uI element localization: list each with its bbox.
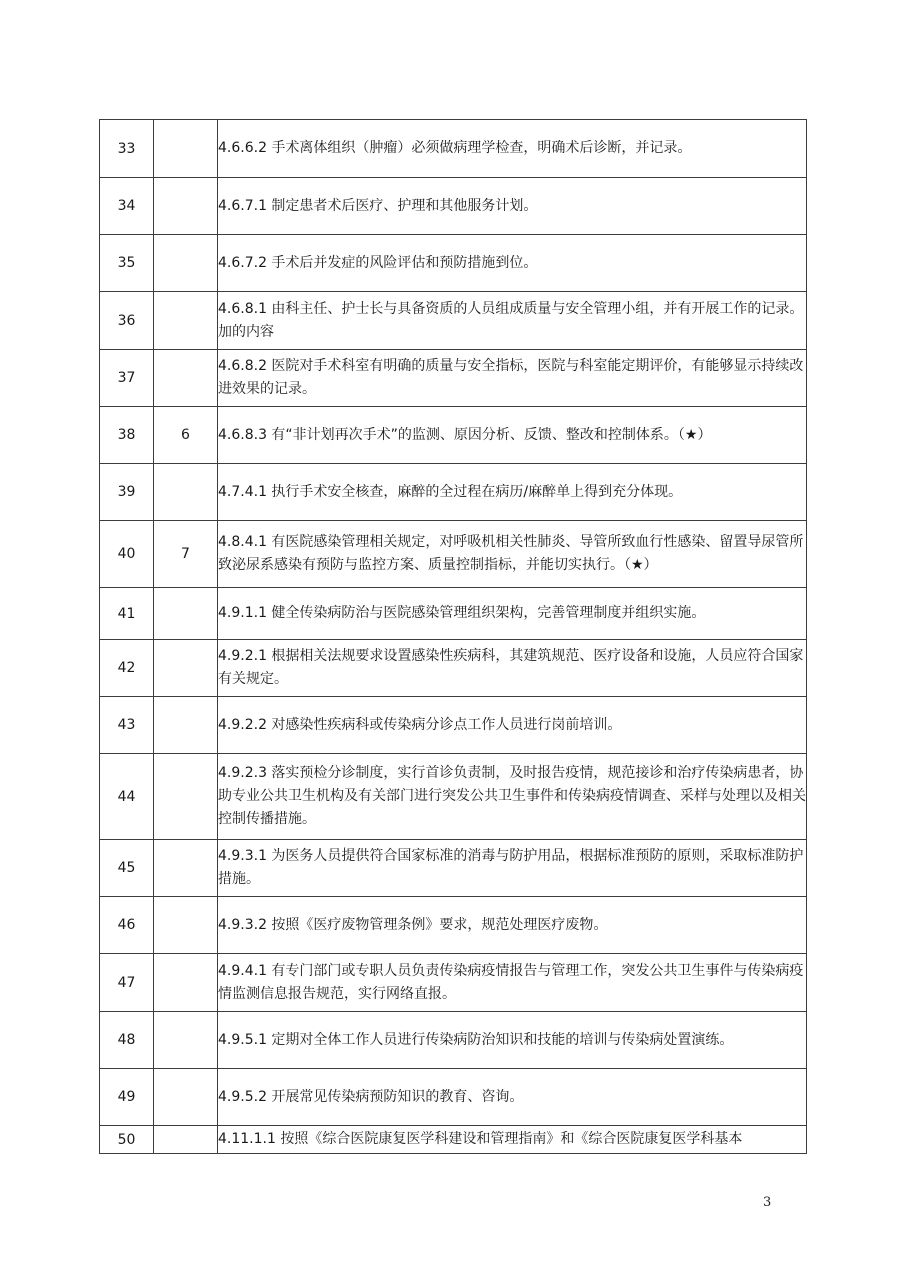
row-text: 4.9.3.1 为医务人员提供符合国家标准的消毒与防护用品，根据标准预防的原则，采取标准防护措施。 bbox=[218, 840, 807, 897]
row-number: 40 bbox=[100, 521, 154, 588]
table-row bbox=[100, 407, 807, 464]
row-number: 44 bbox=[100, 754, 154, 840]
table-row bbox=[100, 588, 807, 640]
table-row bbox=[100, 464, 807, 521]
row-text: 4.6.8.2 医院对手术科室有明确的质量与安全指标，医院与科室能定期评价，有能够显示持续改进效果的记录。 bbox=[218, 350, 807, 407]
row-text: 4.9.1.1 健全传染病防治与医院感染管理组织架构，完善管理制度并组织实施。 bbox=[218, 588, 807, 640]
row-number: 36 bbox=[100, 292, 154, 350]
table-row bbox=[100, 120, 807, 178]
table-row bbox=[100, 350, 807, 407]
row-number: 33 bbox=[100, 120, 154, 178]
table-row bbox=[100, 292, 807, 350]
table-body bbox=[100, 120, 807, 1154]
row-text: 4.6.8.1 由科主任、护士长与具备资质的人员组成质量与安全管理小组，并有开展工作的记录。加的内容 bbox=[218, 292, 807, 350]
row-category bbox=[154, 697, 218, 754]
standards-table bbox=[99, 119, 807, 1154]
row-number: 47 bbox=[100, 954, 154, 1012]
row-number: 35 bbox=[100, 235, 154, 292]
table-row bbox=[100, 840, 807, 897]
row-number: 43 bbox=[100, 697, 154, 754]
row-category: 7 bbox=[154, 521, 218, 588]
table-row bbox=[100, 1069, 807, 1126]
row-number: 34 bbox=[100, 178, 154, 235]
row-category bbox=[154, 1012, 218, 1069]
row-category bbox=[154, 350, 218, 407]
row-category bbox=[154, 235, 218, 292]
row-text: 4.6.8.3 有“非计划再次手术”的监测、原因分析、反馈、整改和控制体系。（★） bbox=[218, 407, 807, 464]
row-text: 4.9.2.3 落实预检分诊制度，实行首诊负责制，及时报告疫情，规范接诊和治疗传染病患者，协助专业公共卫生机构及有关部门进行突发公共卫生事件和传染病疫情调查、采样与处理以及相关控制传播措施。 bbox=[218, 754, 807, 840]
row-category bbox=[154, 897, 218, 954]
table-row bbox=[100, 754, 807, 840]
row-text: 4.11.1.1 按照《综合医院康复医学科建设和管理指南》和《综合医院康复医学科基本 bbox=[218, 1126, 807, 1154]
row-text: 4.6.6.2 手术离体组织（肿瘤）必须做病理学检查，明确术后诊断，并记录。 bbox=[218, 120, 807, 178]
row-number: 49 bbox=[100, 1069, 154, 1126]
row-number: 46 bbox=[100, 897, 154, 954]
row-number: 41 bbox=[100, 588, 154, 640]
row-text: 4.9.2.2 对感染性疾病科或传染病分诊点工作人员进行岗前培训。 bbox=[218, 697, 807, 754]
row-category: 6 bbox=[154, 407, 218, 464]
row-text: 4.9.4.1 有专门部门或专职人员负责传染病疫情报告与管理工作，突发公共卫生事件与传染病疫情监测信息报告规范，实行网络直报。 bbox=[218, 954, 807, 1012]
table-row bbox=[100, 897, 807, 954]
row-number: 42 bbox=[100, 640, 154, 697]
row-text: 4.6.7.1 制定患者术后医疗、护理和其他服务计划。 bbox=[218, 178, 807, 235]
row-number: 48 bbox=[100, 1012, 154, 1069]
row-number: 38 bbox=[100, 407, 154, 464]
table-row bbox=[100, 1012, 807, 1069]
row-category bbox=[154, 292, 218, 350]
row-number: 37 bbox=[100, 350, 154, 407]
row-text: 4.7.4.1 执行手术安全核查，麻醉的全过程在病历/麻醉单上得到充分体现。 bbox=[218, 464, 807, 521]
row-category bbox=[154, 178, 218, 235]
table-row bbox=[100, 178, 807, 235]
row-text: 4.9.5.2 开展常见传染病预防知识的教育、咨询。 bbox=[218, 1069, 807, 1126]
row-text: 4.9.5.1 定期对全体工作人员进行传染病防治知识和技能的培训与传染病处置演练。 bbox=[218, 1012, 807, 1069]
row-category bbox=[154, 754, 218, 840]
table-row bbox=[100, 521, 807, 588]
row-text: 4.9.3.2 按照《医疗废物管理条例》要求，规范处理医疗废物。 bbox=[218, 897, 807, 954]
table-row bbox=[100, 954, 807, 1012]
page-number: 3 bbox=[763, 1195, 772, 1210]
row-category bbox=[154, 640, 218, 697]
row-text: 4.8.4.1 有医院感染管理相关规定，对呼吸机相关性肺炎、导管所致血行性感染、留置导尿管所致泌尿系感染有预防与监控方案、质量控制指标，并能切实执行。（★） bbox=[218, 521, 807, 588]
table-row bbox=[100, 697, 807, 754]
table-row bbox=[100, 640, 807, 697]
row-number: 45 bbox=[100, 840, 154, 897]
row-category bbox=[154, 120, 218, 178]
row-text: 4.9.2.1 根据相关法规要求设置感染性疾病科，其建筑规范、医疗设备和设施，人员应符合国家有关规定。 bbox=[218, 640, 807, 697]
row-category bbox=[154, 1069, 218, 1126]
row-category bbox=[154, 1126, 218, 1154]
table-row bbox=[100, 1126, 807, 1154]
row-category bbox=[154, 588, 218, 640]
row-category bbox=[154, 464, 218, 521]
row-category bbox=[154, 954, 218, 1012]
table-row bbox=[100, 235, 807, 292]
row-category bbox=[154, 840, 218, 897]
row-text: 4.6.7.2 手术后并发症的风险评估和预防措施到位。 bbox=[218, 235, 807, 292]
row-number: 39 bbox=[100, 464, 154, 521]
row-number: 50 bbox=[100, 1126, 154, 1154]
